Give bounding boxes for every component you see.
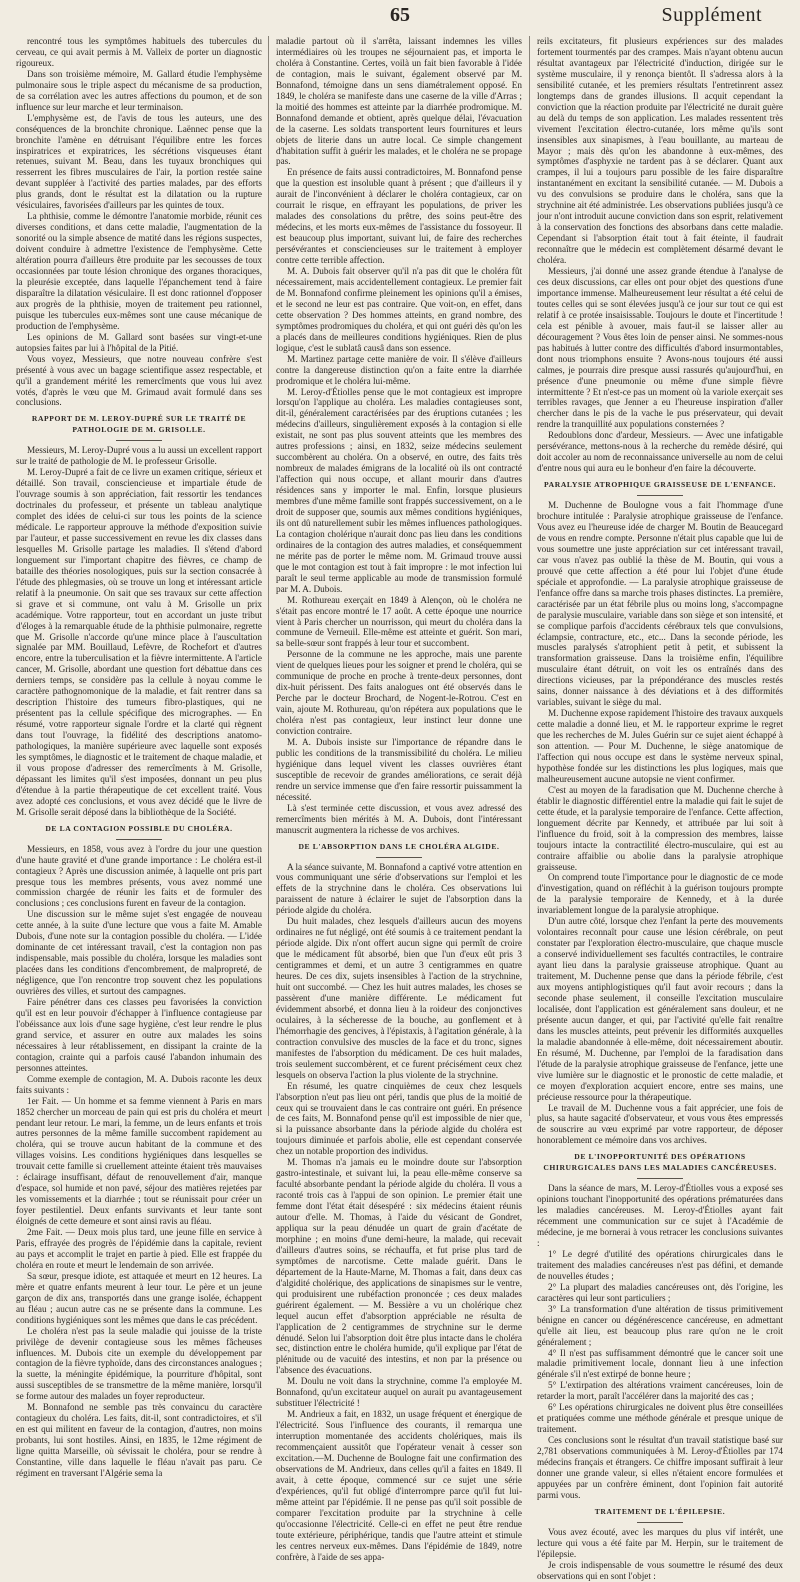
paragraph: M. Bonnafond ne semble pas très convaincu du caractère contagieux du choléra. Les faits, dit-il, sont contradictoires, et s'il en est qui militent en faveur de la contagion, d'autres, non moins probants, lui sont hostiles. Ainsi, en 1835, le 12me régiment de ligne quitta Marseille, où sévissait le choléra, pour se rendre à Constantine, ville dans laquelle le fléau n'avait pas paru. Ce régiment en traversant l'Algérie sema la — [16, 1402, 262, 1478]
section-heading: DE L'ABSORPTION DANS LE CHOLÉRA ALGIDE. — [298, 841, 500, 851]
paragraph: Comme exemple de contagion, M. A. Dubois raconte les deux faits suivants : — [16, 1073, 262, 1095]
paragraph: M. Thomas n'a jamais eu le moindre doute sur l'absorption gastro-intestinale, et suivant lui, la peau elle-même conserve sa faculté absorbante pendant la période algide du choléra. Il vous a raconté trois cas à l'appui de son opinion. Le premier était une femme dont l'état était désespéré : six médecins étaient réunis autour d'elle. M. Thomas, à l'aide du vésicant de Gondret, appliqua sur la peau dénudée un quart de grain d'acétate de morphine ; en moins d'une demi-heure, la malade, qui recevait d'ailleurs d'autres soins, se réchauffa, et fut prise plus tard de symptômes de narcotisme. Cette malade guérit. Dans le département de la Haute-Marne, M. Thomas a fait, dans deux cas d'algidité cholérique, des applications de sinapismes sur le ventre, qui produisirent une rubéfaction prononcée ; ces deux malades guérirent également. — M. Bessière a vu un cholérique chez lequel aucun effet d'absorption appréciable ne résulta de l'application de 2 centigrammes de strychnine sur le derme dénudé. Selon lui l'absorption doit être plus intacte dans le choléra sec, distinction entre le choléra humide, qu'il explique par l'état de plénitude ou de vacuité des intestins, et non par la présence ou l'absence des évacuations. — [276, 1157, 522, 1376]
paragraph: Le travail de M. Duchenne vous a fait apprécier, une fois de plus, sa haute sagacité d'observateur, et vous vous êtes empressés de souscrire au vœu exprimé par votre rapporteur, de déposer honorablement ce mémoire dans vos archives. — [537, 1102, 783, 1146]
section-divider — [116, 440, 162, 441]
paragraph: 1er Fait. — Un homme et sa femme viennent à Paris en mars 1852 chercher un morceau de pain qui est pris du choléra et meurt pendant leur retour. Le mari, la femme, un de leurs enfants et trois autres personnes de la même famille succombent rapidement au choléra, qui se trouve aucun habitant de la commune et des villages voisins. Les conditions hygiéniques dans lesquelles se trouvait cette famille si cruellement atteinte étaient très mauvaises : éclairage insuffisant, défaut de renouvellement d'air, manque d'espace, sol humide et non pavé, séjour des matières rejetées par les vomissements et la diarrhée ; tout se réunissait pour créer un foyer pestilentiel. Deux enfants survivants et leur tante sont éloignés de cette demeure et sont ainsi ravis au fléau. — [16, 1095, 262, 1227]
running-title: Supplément — [661, 4, 762, 26]
list-item: 4° Il n'est pas suffisamment démontré que le cancer soit une maladie primitivement locale, donnant lieu à une infection générale s'il n'est extirpé de bonne heure ; — [537, 1347, 783, 1380]
section-divider — [637, 495, 683, 496]
section-heading: DE LA CONTAGION POSSIBLE DU CHOLÉRA. — [45, 823, 233, 833]
paragraph: Une discussion sur le même sujet s'est engagée de nouveau cette année, à la suite d'une lecture que vous a faite M. Amable Dubois, d'une note sur la contagion possible du choléra. — L'idée dominante de cet intéressant travail, c'est la contagion non pas indispensable, mais possible du choléra, lorsque les maladies sont placées dans les conditions d'encombrement, de malpropreté, de négligence, que l'on rencontre trop souvent chez les populations ouvrières des villes, et surtout des campagnes. — [16, 909, 262, 997]
column-1 — [16, 36, 262, 1478]
paragraph: L'emphysème est, de l'avis de tous les auteurs, une des conséquences de la bronchite chronique. Laënnec pense que la bronchite l'amène en détruisant l'équilibre entre les forces inspiratrices et expiratrices, les sécrétions visqueuses étant retenues, suivant M. Beau, dans les tuyaux bronchiques qui resserrent les fibres musculaires de l'air, la portion restée saine devant suppléer à l'activité des parties malades, par des efforts plus grands, dont le résultat est la dilatation ou la rupture vésiculaires, favorisées d'ailleurs par les quintes de toux. — [16, 112, 262, 211]
section-heading: RAPPORT DE M. LEROY-DUPRÉ SUR LE TRAITÉ DE PATHOLOGIE DE M. GRISOLLE. — [31, 414, 247, 435]
paragraph: Vous avez écouté, avec les marques du plus vif intérêt, une lecture qui vous a été faite par M. Herpin, sur le traitement de l'épilepsie. — [537, 1526, 783, 1559]
section-divider — [376, 857, 422, 858]
paragraph: Dans la séance de mars, M. Leroy-d'Étiolles vous a exposé ses opinions touchant l'inopportunité des opérations prématurées dans les maladies cancéreuses. M. Leroy-d'Étiolles ayant fait récemment une communication sur ce sujet à l'Académie de médecine, je me bornerai à vous retracer les conclusions suivantes : — [537, 1183, 783, 1248]
paragraph: Là s'est terminée cette discussion, et vous avez adressé des remercîments bien mérités à M. A. Dubois, dont l'intéressant manuscrit augmentera la richesse de vos archives. — [276, 802, 522, 835]
page-header — [0, 0, 800, 34]
paragraph: M. Leroy-d'Étiolles pense que le mot contagieux est impropre lorsqu'on l'applique au choléra. Les maladies contagieuses sont, dit-il, généralement caractérisées par des éruptions cutanées ; les médecins d'ailleurs, singulièrement exposés à la contagion si elle existait, ne sont pas plus souvent atteints que les membres des autres professions ; ainsi, en 1832, seize médecins seulement succombèrent au choléra. On a observé, en outre, des faits très nombreux de malades émigrans de la localité où ils ont contracté l'affection qui nous occupe, et allant mourir dans d'autres résidences sans y importer le mal. Enfin, lorsque plusieurs membres d'une même famille sont frappés successivement, on a le droit de supposer que, soumis aux mêmes conditions hygiéniques, ils ont dû naturellement subir les mêmes influences pathologiques. La contagion cholérique n'aurait donc pas lieu dans les conditions ordinaires de la contagion des autres maladies, et conséquemment ne mérite pas de porter le même nom. M. Grimaud trouve aussi que le mot contagion est tout à fait impropre : le mot infection lui paraît le seul terme applicable au mode de transmission formulé par M. A. Dubois. — [276, 386, 522, 594]
page-number: 65 — [390, 4, 410, 26]
paragraph: Messieurs, M. Leroy-Dupré vous a lu aussi un excellent rapport sur le traité de pathologie de M. le professeur Grisolle. — [16, 445, 262, 467]
paragraph: M. Martinez partage cette manière de voir. Il s'élève d'ailleurs contre la dangereuse distinction qu'on a faite entre la diarrhée prodromique et le choléra lui-même. — [276, 353, 522, 386]
paragraph: La phthisie, comme le démontre l'anatomie morbide, réunit ces diverses conditions, et dans cette maladie, l'augmentation de la sonorité ou la simple absence de matité dans les régions suspectes, doivent conduire à admettre l'existence de l'emphysème. Cette altération pourra d'ailleurs être produite par les secousses de toux occasionnées par toute lésion chronique des organes thoraciques, la pleurésie exceptée, dans laquelle l'épanchement tend à faire disparaître la dilatation vésiculaire. Il est donc rationnel d'opposer aux progrès de la phthisie, moyen de traitement peu rationnel, puisque les tubercules eux-mêmes sont une cause mécanique de production de l'emphysème. — [16, 211, 262, 331]
section-heading: PARALYSIE ATROPHIQUE GRAISSEUSE DE L'ENFANCE. — [543, 480, 776, 490]
section-divider — [116, 839, 162, 840]
paragraph: C'est au moyen de la faradisation que M. Duchenne cherche à établir le diagnostic différentiel entre la maladie qui fait le sujet de cette étude, et la paralysie temporaire de l'enfance. Cette affection, longuement décrite par Kennedy, et attribuée par lui soit à l'influence du froid, soit à la compression des membres, laisse toujours intacte la contractilité électro-musculaire, qui est au contraire affaiblie ou abolie dans la paralysie atrophique graisseuse. — [537, 784, 783, 872]
column-2 — [276, 36, 522, 1562]
paragraph: Du huit malades, chez lesquels d'ailleurs aucun des moyens ordinaires ne fut négligé, ont été soumis à ce traitement pendant la période algide. Dix n'ont offert aucun signe qui permît de croire que le médicament fût absorbé, bien que l'un d'eux eût pris 3 centigrammes et demi, et un autre 3 centigrammes en quatre heures. De ces dix, sujets insensibles à l'action de la strychnine, huit ont succombé. — Chez les huit autres malades, les choses se passèrent d'une manière différente. Le médicament fut évidemment absorbé, et donna lieu à la roideur des conjonctives oculaires, à la sécheresse de la bouche, au gonflement et à l'hémorrhagie des gencives, à l'épistaxis, à l'agitation générale, à la contraction convulsive des muscles de la face et du tronc, signes manifestes de l'absorption du médicament. De ces huit malades, trois seulement succombèrent, et ce furent précisément ceux chez lesquels on observa l'action la plus violente de la strychnine. — [276, 916, 522, 1080]
paragraph: En présence de faits aussi contradictoires, M. Bonnafond pense que la question est insoluble quant à présent ; que d'ailleurs il y aurait de l'inconvénient à déclarer le choléra contagieux, car on courrait le risque, en effrayant les populations, de priver les malades des consolations du prêtre, des soins peut-être des médecins, et les morts eux-mêmes de l'assistance du fossoyeur. Il est beaucoup plus important, suivant lui, de faire des recherches persévérantes et consciencieuses sur le traitement à employer contre cette terrible affection. — [276, 167, 522, 266]
paragraph: reils excitateurs, fit plusieurs expériences sur des malades fortement tourmentés par des crampes. Mais n'ayant obtenu aucun résultat avantageux par l'électricité d'induction, dirigée sur le système musculaire, il y renonça bientôt. Il s'adressa alors à la sensibilité cutanée, et les premiers résultats l'entretinrent assez longtemps dans de grandes illusions. Il acquit cependant la conviction que la réaction produite par l'électricité ne durait guère au delà du temps de son application. Les malades ressentent très vivement l'excitation électro-cutanée, lors même qu'ils sont insensibles aux sinapismes, à l'eau bouillante, au marteau de Mayor ; mais dès qu'on les abandonne à eux-mêmes, des symptômes d'asphyxie ne tardent pas à se déclarer. Quant aux crampes, il lui a toujours paru possible de les faire disparaître instantanément en excitant la sensibilité cutanée. — M. Dubois a vu des convulsions se produire dans le choléra, sans que la strychnine ait été administrée. Les observations publiées jusqu'à ce jour n'ont introduit aucune conviction dans son esprit, relativement à la conservation des fonctions des absorbans dans cette maladie. Cependant si l'absorption était tout à fait éteinte, il faudrait reconnaître que le médecin est complètement désarmé devant le choléra. — [537, 36, 783, 266]
paragraph: maladie partout où il s'arrêta, laissant indemnes les villes intermédiaires où les troupes ne séjournaient pas, et importa le choléra à Constantine. Certes, voilà un fait bien favorable à l'idée de contagion, mais le suivant, également observé par M. Bonnafond, témoigne dans un sens diamétralement opposé. En 1849, le choléra se manifeste dans une caserne de la ville d'Arras ; la moitié des hommes est atteinte par la diarrhée prodromique. M. Bonnafond demande et obtient, après quelque délai, l'évacuation de la caserne. Les soldats transportent leurs fournitures et leurs objets de literie dans un autre local. Ce simple changement d'habitation suffit à guérir les malades, et le choléra ne se propage pas. — [276, 36, 522, 167]
list-item: 5° L'extirpation des altérations vraiment cancéreuses, loin de retarder la mort, paraît l'accélérer dans la majorité des cas ; — [537, 1380, 783, 1402]
paragraph: D'un autre côté, lorsque chez l'enfant la perte des mouvements volontaires reconnaît pour cause une lésion cérébrale, on peut constater par l'exploration électro-musculaire, que chaque muscle a conservé individuellement ses facultés contractiles, le contraire ayant lieu dans la paralysie graisseuse atrophique. Quant au traitement, M. Duchenne pense que dans la période fébrile, c'est aux moyens antiphlogistiques qu'il faut avoir recours ; dans la seconde phase seulement, il conseille l'excitation musculaire localisée, dont l'application est généralement sans douleur, et ne présente aucun danger, et qui, par l'activité qu'elle fait renaître dans les muscles atteints, peut prévenir les difformités auxquelles la maladie abandonnée à elle-même, doit nécessairement aboutir. En résumé, M. Duchenne, par l'emploi de la faradisation dans l'étude de la paralysie atrophique graisseuse de l'enfance, jette une vive lumière sur le diagnostic et le pronostic de cette maladie, et ce moyen d'exploration acquiert encore, entre ses mains, une précieuse ressource pour la thérapeutique. — [537, 916, 783, 1102]
paragraph: M. Rothureau exerçait en 1849 à Alençon, où le choléra ne s'était pas encore montré le 17 août. A cette époque une nourrice vient à Paris chercher un nourrisson, qui meurt du choléra dans la commune de Verneuil. Elle-même est atteinte et guérit. Son mari, sa belle-sœur sont frappés à leur tour et succombent. — [276, 594, 522, 649]
paragraph: Sa sœur, presque idiote, est attaquée et meurt en 12 heures. La mère et quatre enfants meurent à leur tour. Le père et un jeune garçon de dix ans, transportés dans une grange isolée, échappent au fléau ; aucun autre cas ne se présente dans la commune. Les conditions hygiéniques sont les mêmes que dans le cas précédent. — [16, 1270, 262, 1325]
paragraph: M. A. Dubois insiste sur l'importance de répandre dans le public les conditions de la transmissibilité du choléra. Le milieu hygiénique dans lequel vivent les classes ouvrières étant susceptible de recevoir de grandes améliorations, ce serait déjà rendre un service immense que d'en faire ressortir puissamment la nécessité. — [276, 737, 522, 802]
paragraph: M. A. Dubois fait observer qu'il n'a pas dit que le choléra fût nécessairement, mais accidentellement contagieux. Le premier fait de M. Bonnafond confirme pleinement les opinions qu'il a émises, et le second ne leur est pas contraire. Que voit-on, en effet, dans cette observation ? Des hommes atteints, en grand nombre, des symptômes prodromiques du choléra, et qui ont guéri dès qu'on les a placés dans de meilleures conditions hygiéniques. Rien de plus logique, c'est le sublatâ causâ dans son essence. — [276, 266, 522, 353]
paragraph: Personne de la commune ne les approche, mais une parente vient de quelques lieues pour les soigner et prend le choléra, qui se communique de proche en proche à trente-deux personnes, dont dix-huit périssent. Des faits analogues ont été observés dans le Perche par le docteur Brochard, de Nogent-le-Rotrou. C'est en vain, ajoute M. Rothureau, qu'on répétera aux populations que le choléra n'est pas contagieux, leur instinct leur donne une conviction contraire. — [276, 649, 522, 737]
paragraph: Faire pénétrer dans ces classes peu favorisées la conviction qu'il est en leur pouvoir d'échapper à l'influence contagieuse par l'obéissance aux lois d'une sage hygiène, c'est leur rendre le plus grand service, et assurer en outre aux malades les soins nécessaires à leur rétablissement, en dissipant la crainte de la contagion, crainte qui a parfois causé l'abandon inhumain des personnes atteintes. — [16, 997, 262, 1073]
section-divider — [637, 1178, 683, 1179]
list-item: 2° La plupart des maladies cancéreuses ont, dès l'origine, les caractères qui leur sont particuliers ; — [537, 1281, 783, 1303]
paragraph: En résumé, les quatre cinquièmes de ceux chez lesquels l'absorption n'eut pas lieu ont péri, tandis que plus de la moitié de ceux qui se trouvaient dans le cas contraire ont guéri. En présence de ces faits, M. Bonnafond pense qu'il est impossible de nier que, si la puissance absorbante dans la période algide du choléra est toujours diminuée et parfois abolie, elle est cependant conservée chez un notable proportion des individus. — [276, 1080, 522, 1157]
paragraph: Messieurs, j'ai donné une assez grande étendue à l'analyse de ces deux discussions, car elles ont pour objet des questions d'une importance immense. Malheureusement leur résultat a été celui de toutes celles qui se sont élevées jusqu'à ce jour sur tout ce qui est relatif à ce protée insaisissable. Toujours le doute et l'incertitude ! cela est pénible à avouer, mais faut-il se laisser aller au découragement ? Vous êtes loin de penser ainsi. Ne sommes-nous pas habitués à lutter contre des difficultés d'abord insurmontables, dont nous triomphons ensuite ? Avons-nous toujours été aussi calmes, je pourrais dire presque aussi rassurés qu'aujourd'hui, en présence d'une pneumonie ou même d'une simple fièvre intermittente ? Et n'est-ce pas un moment où la variole exerçait ses terribles ravages, que Jenner a eu l'heureuse inspiration d'aller chercher dans le pis de la vache le pus préservateur, qui devait rendre la tranquillité aux populations consternées ? — [537, 266, 783, 430]
paragraph: Je crois indispensable de vous soumettre le résumé des deux observations qui en sont l'objet : — [537, 1559, 783, 1581]
column-3 — [537, 36, 783, 1581]
column-rule — [529, 36, 530, 1116]
section-heading: DE L'INOPPORTUNITÉ DES OPÉRATIONS CHIRURGICALES DANS LES MALADIES CANCÉREUSES. — [543, 1152, 777, 1173]
paragraph: A la séance suivante, M. Bonnafond a captivé votre attention en vous communiquant une série d'observations sur l'emploi et les effets de la strychnine dans le choléra. Ces observations lui paraissent de nature à éclairer le sujet de l'absorption dans la période algide du choléra. — [276, 861, 522, 916]
paragraph: Les opinions de M. Gallard sont basées sur vingt-et-une autopsies faites par lui à l'hôpital de la Pitié. — [16, 331, 262, 353]
paragraph: M. Doulu ne voit dans la strychnine, comme l'a employée M. Bonnafond, qu'un excitateur auquel on aurait pu avantageusement substituer l'électricité ! — [276, 1376, 522, 1409]
paragraph: M. Leroy-Dupré a fait de ce livre un examen critique, sérieux et détaillé. Son travail, consciencieuse et impartiale étude de l'ouvrage soumis à son appréciation, fait ressortir les tendances doctrinales du professeur, et présente un tableau analytique complet des idées de celui-ci sur tous les points de la science médicale. Le rapporteur approuve la méthode d'exposition suivie par l'auteur, et passe successivement en revue les dix classes dans lesquelles M. Grisolle partage les maladies. Il s'étend d'abord longuement sur l'important chapitre des fièvres, ce champ de bataille des théories nosologiques, puis sur la section consacrée à l'étude des phlegmasies, où se trouve un long et intéressant article relatif à la pneumonie. On sait que ses travaux sur cette affection si grave et si commune, ont valu à M. Grisolle un prix académique. Votre rapporteur, tout en accordant un juste tribut d'éloges à la remarquable étude de la phthisie pulmonaire, regrette que M. Grisolle n'accorde qu'une mince place à l'auscultation signalée par MM. Bouillaud, Lefèvre, de Rochefort et d'autres encore, entre la tuberculisation et la fièvre intermittente. A l'article cancer, M. Grisolle, abordant une question fort débattue dans ces derniers temps, se considère pas la cellule à noyau comme le caractère pathognomonique de la maladie, et fait rentrer dans sa description l'histoire des tumeurs fibro-plastiques, qui ne présentent pas la cellule spécifique des micrographes. — En résumé, votre rapporteur signale l'ordre et la clarté qui règnent dans tout l'ouvrage, la fidélité des descriptions anatomo-pathologiques, la manière supérieure avec laquelle sont exposés les symptômes, le diagnostic et le traitement de chaque maladie, et il vous propose d'adresser des remercîments à M. Grisolle, dépassant les limites qu'il s'est imposées, donnant un peu plus d'étendue à la partie thérapeutique de cet excellent traité. Vous avez adopté ces conclusions, et vous avez décidé que le livre de M. Grisolle serait déposé dans la bibliothèque de la Société. — [16, 467, 262, 817]
column-rule — [268, 36, 269, 1116]
list-item: 6° Les opérations chirurgicales ne doivent plus être conseillées et pratiquées comme une méthode générale et presque unique de traitement. — [537, 1402, 783, 1435]
paragraph: Messieurs, en 1858, vous avez à l'ordre du jour une question d'une haute gravité et d'une grande importance : Le choléra est-il contagieux ? Après une discussion animée, à laquelle ont pris part presque tous les membres présents, vous avez nommé une commission chargée de réunir les faits et de formuler des conclusions ; ces conclusions furent en faveur de la contagion. — [16, 843, 262, 909]
paragraph: 2me Fait. — Deux mois plus tard, une jeune fille en service à Paris, effrayée des progrès de l'épidémie dans la capitale, revient au pays et accomplit le trajet en partie à pied. Elle est frappée du choléra en route et meurt le lendemain de son arrivée. — [16, 1227, 262, 1270]
paragraph: Ces conclusions sont le résultat d'un travail statistique basé sur 2,781 observations communiquées à M. Leroy-d'Étiolles par 174 médecins français et étrangers. Ce chiffre imposant suffirait à leur donner une grande valeur, si elles n'étaient encore formulées et appuyées par un confrère éminent, dont l'opinion fait autorité parmi vous. — [537, 1435, 783, 1500]
list-item: 1° Le degré d'utilité des opérations chirurgicales dans le traitement des maladies cancéreuses n'est pas défini, et demande de nouvelles études ; — [537, 1248, 783, 1281]
list-item: 3° La transformation d'une altération de tissus primitivement bénigne en cancer ou dégénérescence cancéreuse, en admettant qu'elle ait lieu, est beaucoup plus rare qu'on ne le croit généralement ; — [537, 1303, 783, 1347]
paragraph: Redoublons donc d'ardeur, Messieurs. — Avec une infatigable persévérance, mettons-nous à la recherche du remède désiré, qui doit accoler au nom de reconnaissance universelle au nom de celui d'entre nous qui aura eu le bonheur d'en faire la découverte. — [537, 430, 783, 474]
paragraph: On comprend toute l'importance pour le diagnostic de ce mode d'investigation, quand on réfléchit à la guérison toujours prompte de la paralysie temporaire de Kennedy, et à la durée invariablement longue de la paralysie atrophique. — [537, 872, 783, 916]
paragraph: M. Duchenne expose rapidement l'histoire des travaux auxquels cette maladie a donné lieu, et M. le rapporteur exprime le regret que les recherches de M. Jules Guérin sur ce sujet aient échappé à son attention. — Pour M. Duchenne, le siège anatomique de l'affection qui nous occupe est dans le système nerveux spinal, hypothèse fondée sur les distinctions les plus logiques, mais que malheureusement aucune autopsie ne vient confirmer. — [537, 708, 783, 784]
section-heading: TRAITEMENT DE L'ÉPILEPSIE. — [594, 1506, 726, 1516]
paragraph: M. Duchenne de Boulogne vous a fait l'hommage d'une brochure intitulée : Paralysie atrophique graisseuse de l'enfance. Vous avez eu l'heureuse idée de charger M. Boutin de Beaucegard de vous en rendre compte. Personne n'était plus capable que lui de vous soumettre une juste appréciation sur cet intéressant travail, car vous n'avez pas oublié la thèse de M. Boutin, qui vous a prouvé que cette affection a été pour lui l'objet d'une étude spéciale et approfondie. — La paralysie atrophique graisseuse de l'enfance offre dans sa marche trois phases distinctes. La première, caractérisée par un état fébrile plus ou moins long, s'accompagne de paralysie musculaire, variable dans son siège et son intensité, et se complique parfois d'accidents cérébraux tels que convulsions, éclampsie, contracture, etc., etc... Dans la seconde période, les muscles paralysés s'atrophient petit à petit, et subissent la transformation graisseuse. Dans la troisième enfin, l'équilibre musculaire étant détruit, on voit les os entraînés dans des directions vicieuses, par la prépondérance des muscles restés sains, donner naissance à des déviations et à des difformités variables, suivant le siège du mal. — [537, 500, 783, 708]
paragraph: M. Andrieux a fait, en 1832, un usage fréquent et énergique de l'électricité. Sous l'influence des courants, il remarqua une interruption momentanée des accidents cholériques, mais ils recommençaient aussitôt que l'opérateur venait à cesser son excitation.—M. Duchenne de Boulogne fait une confirmation des observations de M. Andrieux, dans celles qu'il a faites en 1849. Il avait, à cette époque, commencé sur ce sujet une série d'expériences, qu'il fut obligé d'interrompre parce qu'il fut lui-même atteint par l'épidémie. Il ne pense pas qu'il soit possible de comparer l'excitation produite par la strychnine à celle qu'occasionne l'électricité. Celle-ci en effet ne peut être rendue toute extérieure, périphérique, tandis que l'autre atteint et stimule les centres nerveux eux-mêmes. Dans l'épidémie de 1849, notre confrère, à l'aide de ses appa- — [276, 1409, 522, 1562]
section-divider — [637, 1522, 683, 1523]
paragraph: Vous voyez, Messieurs, que notre nouveau confrère s'est présenté à vous avec un bagage scientifique assez respectable, et qu'il a grandement mérité les remercîments que vous lui avez votés, d'après le vœu que M. Grimaud avait formulé dans ses conclusions. — [16, 353, 262, 408]
paragraph: Le choléra n'est pas la seule maladie qui jouisse de la triste privilège de devenir contagieuse sous les mêmes fâcheuses influences. M. Dubois cite un exemple du développement par contagion de la fièvre typhoïde, dans des circonstances analogues ; la suette, la méningite épidémique, la pourriture d'hôpital, sont aussi susceptibles de se transmettre de la même manière, lorsqu'il se forme autour des malades un foyer reproducteur. — [16, 1325, 262, 1402]
paragraph: Dans son troisième mémoire, M. Gallard étudie l'emphysème pulmonaire sous le triple aspect du mécanisme de sa production, de sa corrélation avec les autres affections du poumon, et de son influence sur leur marche et leur terminaison. — [16, 68, 262, 112]
paragraph: rencontré tous les symptômes habituels des tubercules du cerveau, ce qui avait permis à M. Valleix de porter un diagnostic rigoureux. — [16, 36, 262, 68]
